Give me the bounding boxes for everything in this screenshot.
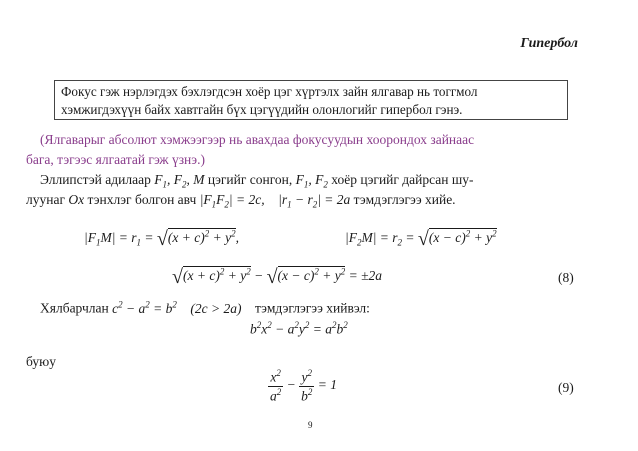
setup-line-2: луунаг Ox тэнхлэг болгон авч $|F_1F_2| = 2c$, $|r_1 - r_2| = 2a$ тэмдэглэгээ хийе. [26, 192, 456, 210]
equation-8: $√(x + c)^2 + y^2 - √(x - c)^2 + y^2 = \pm 2a$ [172, 266, 383, 288]
setup-line-1: Эллипстэй адилаар $F_1$, $F_2$, M цэгийг сонгон, $F_1$, $F_2$ хоёр цэгийг дайрсан шу- [40, 172, 474, 190]
definition-line-2: хэмжигдэхүүн байх хавтгайн бүх цэгүүдийн олонлогийг гипербол гэнэ. [61, 102, 463, 117]
equation-f2m: $|F_2M| = r_2 = √(x - c)^2 + y^2$ [345, 228, 497, 250]
equation-9-number: (9) [558, 380, 574, 395]
or-text: буюу [26, 354, 56, 369]
note-line-2: бага, тэгээс ялгаатай гэж үзнэ.) [26, 152, 205, 167]
equation-9: $\frac{x^2}{a^2}$ − $\frac{y^2}{b^2}$ = 1 [270, 368, 337, 403]
simplify-line: Хялбарчлан $c^2 - a^2 = b^2$ (2c > 2a) тэмдэглэгээ хийвэл: [40, 299, 370, 316]
definition-box [54, 80, 568, 120]
page-number: 9 [308, 420, 313, 430]
section-title: Гипербол [520, 36, 578, 51]
equation-b2x2: $b^2x^2 - a^2y^2 = a^2b^2$ [250, 320, 348, 337]
equation-8-number: (8) [558, 270, 574, 285]
note-line-1: (Ялгаварыг абсолют хэмжээгээр нь авахдаа фокусуудын хоорондох зайнаас [40, 132, 475, 147]
equation-f1m: $|F_1M| = r_1 = √(x + c)^2 + y^2$, [84, 228, 239, 250]
definition-line-1: Фокус гэж нэрлэгдэх бэхлэгдсэн хоёр цэг хүртэлх зайн ялгавар нь тоггмол [61, 84, 478, 99]
